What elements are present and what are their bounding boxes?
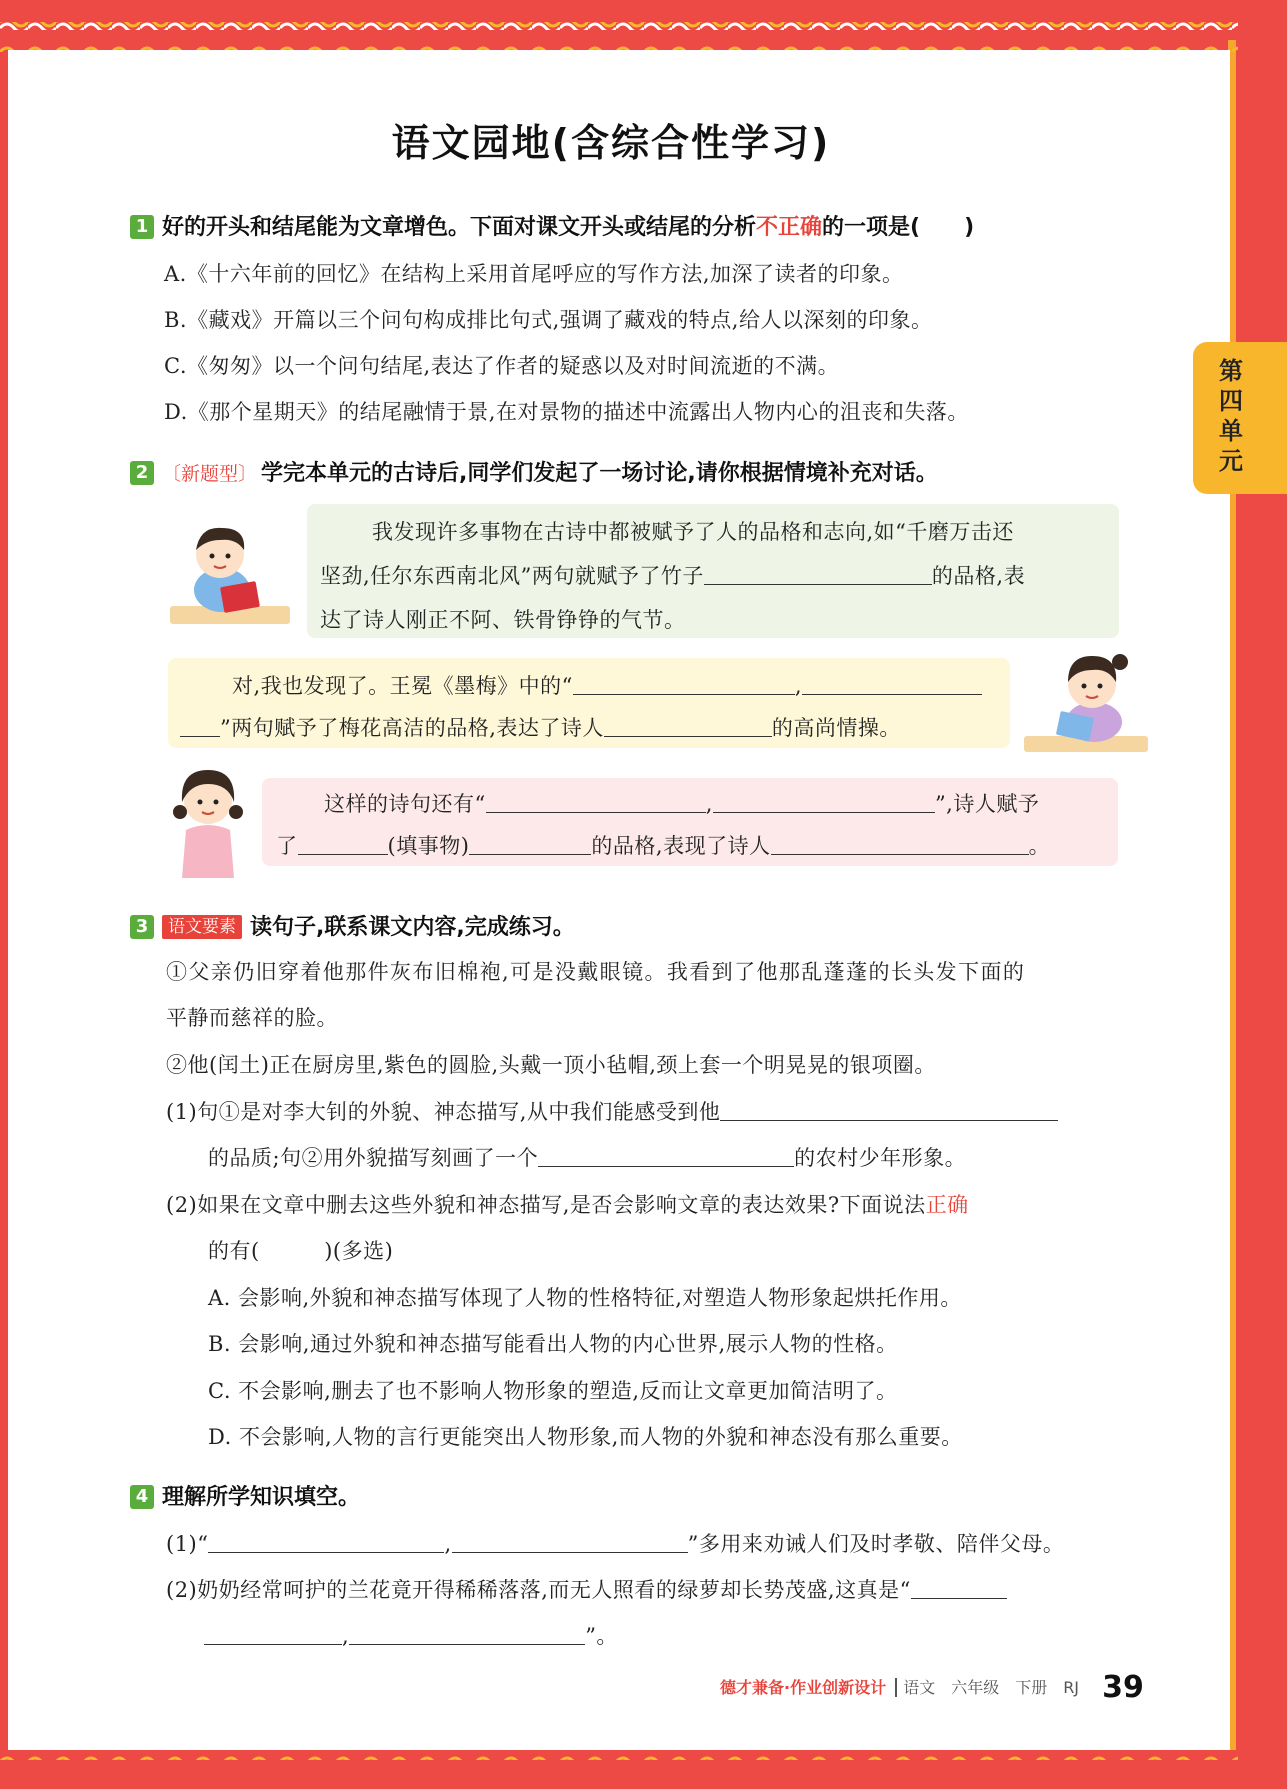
- q3-sentence2: ②他(闰土)正在厨房里,紫色的圆脸,头戴一顶小毡帽,颈上套一个明晃晃的银项圈。: [166, 1053, 936, 1077]
- q3-emphasis: 正确: [925, 1193, 969, 1217]
- poet-expression-blank[interactable]: [771, 834, 1029, 855]
- unit-side-tab: [1193, 342, 1287, 494]
- q3-part2-line1: (2)如果在文章中删去这些外貌和神态描写,是否会影响文章的表达效果?下面说法正确: [166, 1193, 969, 1217]
- dazhao-quality-blank[interactable]: [720, 1100, 1058, 1121]
- momei-line2-blank-a[interactable]: [802, 674, 982, 695]
- q1-number-badge: 1: [130, 215, 154, 239]
- q3-tag: 语文要素: [162, 915, 242, 939]
- footer-subject: 语文 六年级 下册 RJ: [895, 1678, 1079, 1697]
- q4-part1: (1)“ , ”多用来劝诫人们及时孝敬、陪伴父母。: [166, 1532, 1065, 1556]
- boy-reading-illustration: [170, 520, 290, 630]
- bubble1-line1: 我发现许多事物在古诗中都被赋予了人的品格和志向,如“千磨万击还: [372, 520, 1014, 544]
- object-quality-blank[interactable]: [469, 834, 591, 855]
- page-number: 39: [1102, 1670, 1144, 1705]
- q3-option-c: C. 不会影响,删去了也不影响人物形象的塑造,反而让文章更加简洁明了。: [208, 1379, 898, 1403]
- object-blank[interactable]: [298, 834, 388, 855]
- proverb-blank-c[interactable]: [349, 1624, 585, 1645]
- q3-part1-line1: (1)句①是对李大钊的外貌、神态描写,从中我们能感受到他: [166, 1096, 1058, 1126]
- q4-number-badge: 4: [130, 1485, 154, 1509]
- unit-side-tab-label: 第四单元: [1219, 357, 1243, 475]
- bamboo-quality-blank[interactable]: [704, 564, 932, 585]
- q4-part2-line2: , ”。: [204, 1620, 618, 1650]
- q3-part1-line2: 的品质;句②用外貌描写刻画了一个 的农村少年形象。: [208, 1146, 967, 1170]
- q1-option-d: D.《那个星期天》的结尾融情于景,在对景物的描述中流露出人物内心的沮丧和失落。: [164, 400, 969, 424]
- proverb-blank-b[interactable]: [204, 1624, 342, 1645]
- bubble1-line2: 坚劲,任尔东西南北风”两句就赋予了竹子 的品格,表: [320, 564, 1026, 588]
- q1-emphasis: 不正确: [756, 215, 823, 240]
- bubble2-line2: ”两句赋予了梅花高洁的品格,表达了诗人 的高尚情操。: [180, 712, 901, 742]
- q1-option-b: B.《藏戏》开篇以三个问句构成排比句式,强调了藏戏的特点,给人以深刻的印象。: [164, 308, 933, 332]
- q3-stem: 3 语文要素 读句子,联系课文内容,完成练习。: [130, 910, 575, 941]
- poet-sentiment-blank[interactable]: [604, 716, 772, 737]
- q2-tag: 〔新题型〕: [162, 463, 258, 485]
- momei-line1-blank[interactable]: [573, 674, 795, 695]
- page-footer: [720, 1670, 1144, 1705]
- q3-option-b: B. 会影响,通过外貌和神态描写能看出人物的内心世界,展示人物的性格。: [208, 1332, 898, 1356]
- bubble2-line1: 对,我也发现了。王冕《墨梅》中的“ ,: [232, 670, 982, 700]
- q3-number-badge: 3: [130, 915, 154, 939]
- q1-option-a: A.《十六年前的回忆》在结构上采用首尾呼应的写作方法,加深了读者的印象。: [164, 262, 904, 286]
- q1-option-c: C.《匆匆》以一个问句结尾,表达了作者的疑惑以及对时间流逝的不满。: [164, 354, 840, 378]
- girl-standing-illustration: [168, 760, 248, 880]
- bubble1-line3: 达了诗人刚正不阿、铁骨铮铮的气节。: [320, 608, 686, 632]
- filial-poem-blank-a[interactable]: [208, 1532, 444, 1553]
- girl-reading-illustration: [1024, 648, 1148, 758]
- q2-number-badge: 2: [130, 461, 154, 485]
- runtu-image-blank[interactable]: [538, 1146, 794, 1167]
- filial-poem-blank-b[interactable]: [452, 1532, 688, 1553]
- q3-sentence1-line1: ①父亲仍旧穿着他那件灰布旧棉袍,可是没戴眼镜。我看到了他那乱蓬蓬的长头发下面的: [166, 960, 1026, 984]
- q3-option-a: A. 会影响,外貌和神态描写体现了人物的性格特征,对塑造人物形象起烘托作用。: [208, 1286, 962, 1310]
- q2-stem: 2 〔新题型〕 学完本单元的古诗后,同学们发起了一场讨论,请你根据情境补充对话。: [130, 456, 938, 487]
- bubble3-line2: 了 (填事物) 的品格,表现了诗人 。: [276, 834, 1051, 858]
- q3-sentence1-line2: 平静而慈祥的脸。: [166, 1006, 338, 1030]
- bubble3-line1: 这样的诗句还有“ , ”,诗人赋予: [324, 792, 1040, 816]
- footer-brand: 德才兼备·作业创新设计: [720, 1678, 887, 1697]
- extra-poem-blank-b[interactable]: [713, 792, 935, 813]
- q1-stem: 1 好的开头和结尾能为文章增色。下面对课文开头或结尾的分析不正确的一项是( ): [130, 210, 974, 241]
- q3-option-d: D. 不会影响,人物的言行更能突出人物形象,而人物的外貌和神态没有那么重要。: [208, 1425, 963, 1449]
- q3-part2-line2: 的有( )(多选): [208, 1239, 394, 1263]
- proverb-blank-a[interactable]: [911, 1578, 1007, 1599]
- q4-part2-line1: (2)奶奶经常呵护的兰花竟开得稀稀落落,而无人照看的绿萝却长势茂盛,这真是“: [166, 1574, 1007, 1604]
- momei-line2-blank-b[interactable]: [180, 716, 220, 737]
- page-title: 语文园地(含综合性学习): [391, 121, 831, 165]
- extra-poem-blank-a[interactable]: [486, 792, 706, 813]
- q4-stem: 4 理解所学知识填空。: [130, 1480, 360, 1511]
